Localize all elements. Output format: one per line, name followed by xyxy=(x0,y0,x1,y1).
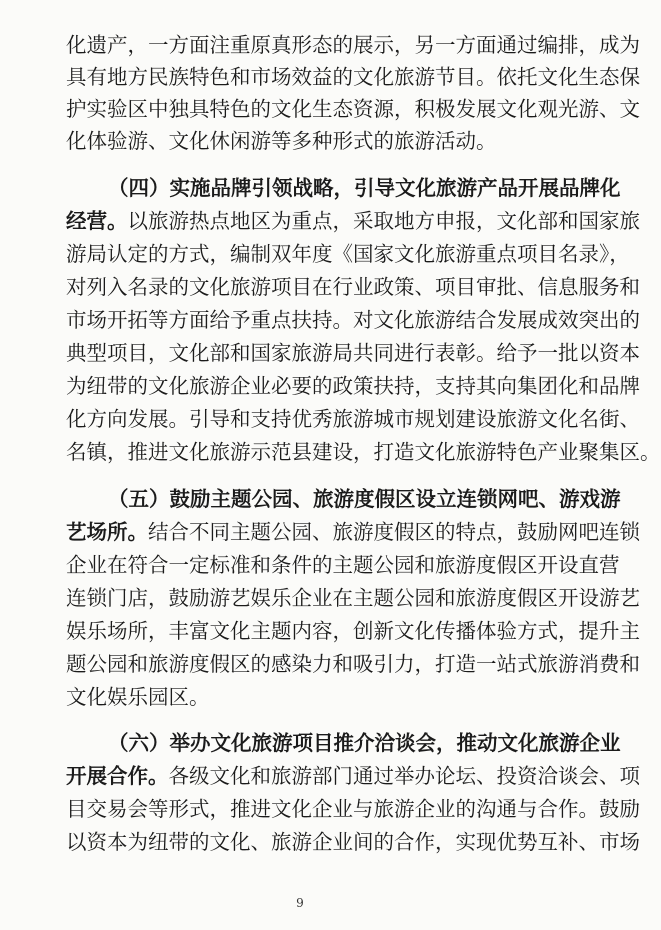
text-line xyxy=(66,371,640,401)
line-text: 化遗产，一方面注重原真形态的展示，另一方面通过编排，成为 xyxy=(66,33,640,57)
text-line xyxy=(66,550,620,580)
text-line xyxy=(66,517,640,547)
heading-text: （六）举办文化旅游项目推介洽谈会，推动文化旅游企业 xyxy=(108,731,621,755)
line-text: 市场开拓等方面给予重点扶持。对文化旅游结合发展成效突出的 xyxy=(66,308,640,332)
line-text: 题公园和旅游度假区的感染力和吸引力，打造一站式旅游消费和 xyxy=(66,652,640,676)
line-text: 护实验区中独具特色的文化生态资源，积极发展文化观光游、文 xyxy=(66,97,640,121)
line-text: 游局认定的方式，编制双年度《国家文化旅游重点项目名录》， xyxy=(66,242,630,266)
line-text: 娱乐场所，丰富文化主题内容，创新文化传播体验方式，提升主 xyxy=(66,619,640,643)
text-line xyxy=(66,616,640,646)
text-line xyxy=(66,761,640,791)
heading-text: 开展合作。 xyxy=(66,764,169,788)
text-line xyxy=(66,338,640,368)
line-text: 企业在符合一定标准和条件的主题公园和旅游度假区开设直营 xyxy=(66,553,620,577)
line-text: 以资本为纽带的文化、旅游企业间的合作，实现优势互补、市场 xyxy=(66,830,640,854)
line-text: 以旅游热点地区为重点，采取地方申报，文化部和国家旅 xyxy=(127,209,640,233)
text-line xyxy=(66,827,640,857)
line-text: 化方向发展。引导和支持优秀旅游城市规划建设旅游文化名街、 xyxy=(66,407,640,431)
line-text: 典型项目，文化部和国家旅游局共同进行表彰。给予一批以资本 xyxy=(66,341,640,365)
text-line xyxy=(66,206,640,236)
line-text: 文化娱乐园区。 xyxy=(66,685,210,709)
text-line xyxy=(66,682,556,712)
text-line xyxy=(66,126,556,156)
text-line xyxy=(66,649,640,679)
line-text: 名镇，推进文化旅游示范县建设，打造文化旅游特色产业聚集区。 xyxy=(66,440,661,464)
text-line xyxy=(66,62,640,92)
section-heading-5 xyxy=(108,484,621,514)
text-line xyxy=(66,239,630,269)
text-line xyxy=(66,583,640,613)
line-text: 各级文化和旅游部门通过举办论坛、投资洽谈会、项 xyxy=(168,764,640,788)
heading-text: （五）鼓励主题公园、旅游度假区设立连锁网吧、游戏游 xyxy=(108,487,621,511)
text-line xyxy=(66,94,640,124)
line-text: 连锁门店，鼓励游艺娱乐企业在主题公园和旅游度假区开设游艺 xyxy=(66,586,640,610)
heading-text: （四）实施品牌引领战略，引导文化旅游产品开展品牌化 xyxy=(108,176,621,200)
text-line xyxy=(66,404,640,434)
line-text: 对列入名录的文化旅游项目在行业政策、项目审批、信息服务和 xyxy=(66,275,640,299)
line-text: 化体验游、文化休闲游等多种形式的旅游活动。 xyxy=(66,129,497,153)
text-line xyxy=(66,30,640,60)
text-line xyxy=(66,794,640,824)
line-text: 目交易会等形式，推进文化企业与旅游企业的沟通与合作。鼓励 xyxy=(66,797,640,821)
section-heading-6 xyxy=(108,728,621,758)
heading-text: 经营。 xyxy=(66,209,128,233)
heading-text: 艺场所。 xyxy=(66,520,148,544)
section-heading-4 xyxy=(108,173,621,203)
line-text: 为纽带的文化旅游企业必要的政策扶持，支持其向集团化和品牌 xyxy=(66,374,640,398)
line-text: 结合不同主题公园、旅游度假区的特点，鼓励网吧连锁 xyxy=(148,520,640,544)
line-text: 具有地方民族特色和市场效益的文化旅游节目。依托文化生态保 xyxy=(66,65,640,89)
text-line xyxy=(66,272,640,302)
page-number: 9 xyxy=(296,896,304,910)
text-line xyxy=(66,305,640,335)
text-line xyxy=(66,437,661,467)
